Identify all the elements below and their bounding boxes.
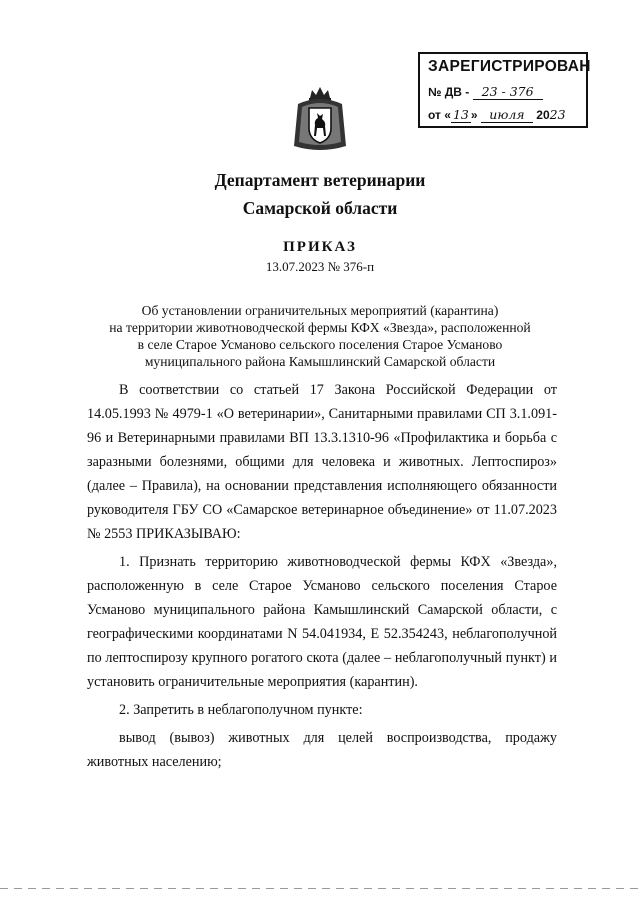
stamp-number-label: № ДВ - <box>428 85 470 99</box>
item-2-paragraph: 2. Запретить в неблагополучном пункте: <box>119 702 363 718</box>
stamp-date-month: июля <box>481 107 533 123</box>
item-2-subparagraph: вывод (вывоз) животных для целей воспроизводства, продажу животных населению; <box>87 730 557 770</box>
stamp-date-year: 23 <box>549 107 566 122</box>
stamp-date-day: 13 <box>451 107 471 123</box>
item-1-paragraph: 1. Признать территорию животноводческой фермы КФХ «Звезда», расположенную в селе Старое Усманово сельского поселения Старое Усманово муниципального района Камышлинский Самарской области, с географическими координатами N 54.041934, E 52.354243, неблагополучной по лептоспирозу крупного рогатого скота (далее – неблагополучный пункт) и установить ограничительные мероприятия (карантин). <box>87 554 557 690</box>
scan-edge-line <box>0 888 640 889</box>
order-title: ПРИКАЗ <box>283 239 357 255</box>
stamp-date-year-prefix: 20 <box>536 108 550 122</box>
stamp-date-mid: » <box>470 108 478 122</box>
registration-stamp <box>418 52 591 128</box>
stamp-title: ЗАРЕГИСТРИРОВАН <box>428 58 591 75</box>
order-body <box>87 378 557 774</box>
preamble-paragraph: В соответствии со статьей 17 Закона Российской Федерации от 14.05.1993 № 4979-1 «О ветеринарии», Санитарными правилами СП 3.1.091-96 и Ветеринарными правилами ВП 13.3.1310-96 «Профилактика и борьба с заразными болезнями, общими для человека и животных. Лептоспироз» (далее – Правила), на основании представления исполняющего обязанности руководителя ГБУ СО «Самарское ветеринарное объединение» от 11.07.2023 № 2553 ПРИКАЗЫВАЮ: <box>87 382 557 542</box>
subject-line: в селе Старое Усманово сельского поселения Старое Усманово <box>137 337 503 352</box>
department-name-line2: Самарской области <box>242 198 398 218</box>
subject-line: муниципального района Камышлинский Самарской области <box>144 354 496 369</box>
subject-line: Об установлении ограничительных мероприятий (карантина) <box>141 303 499 318</box>
order-date-number: 13.07.2023 № 376-п <box>265 259 375 274</box>
coat-of-arms-icon <box>290 84 350 154</box>
order-subject <box>0 302 640 370</box>
department-name-line1: Департамент ветеринарии <box>214 170 426 190</box>
stamp-number-row <box>428 84 543 100</box>
stamp-date-row <box>428 107 566 123</box>
stamp-date-prefix: от « <box>428 108 451 122</box>
subject-line: на территории животноводческой фермы КФХ «Звезда», расположенной <box>109 320 531 335</box>
stamp-number-value: 23 - 376 <box>473 84 543 100</box>
